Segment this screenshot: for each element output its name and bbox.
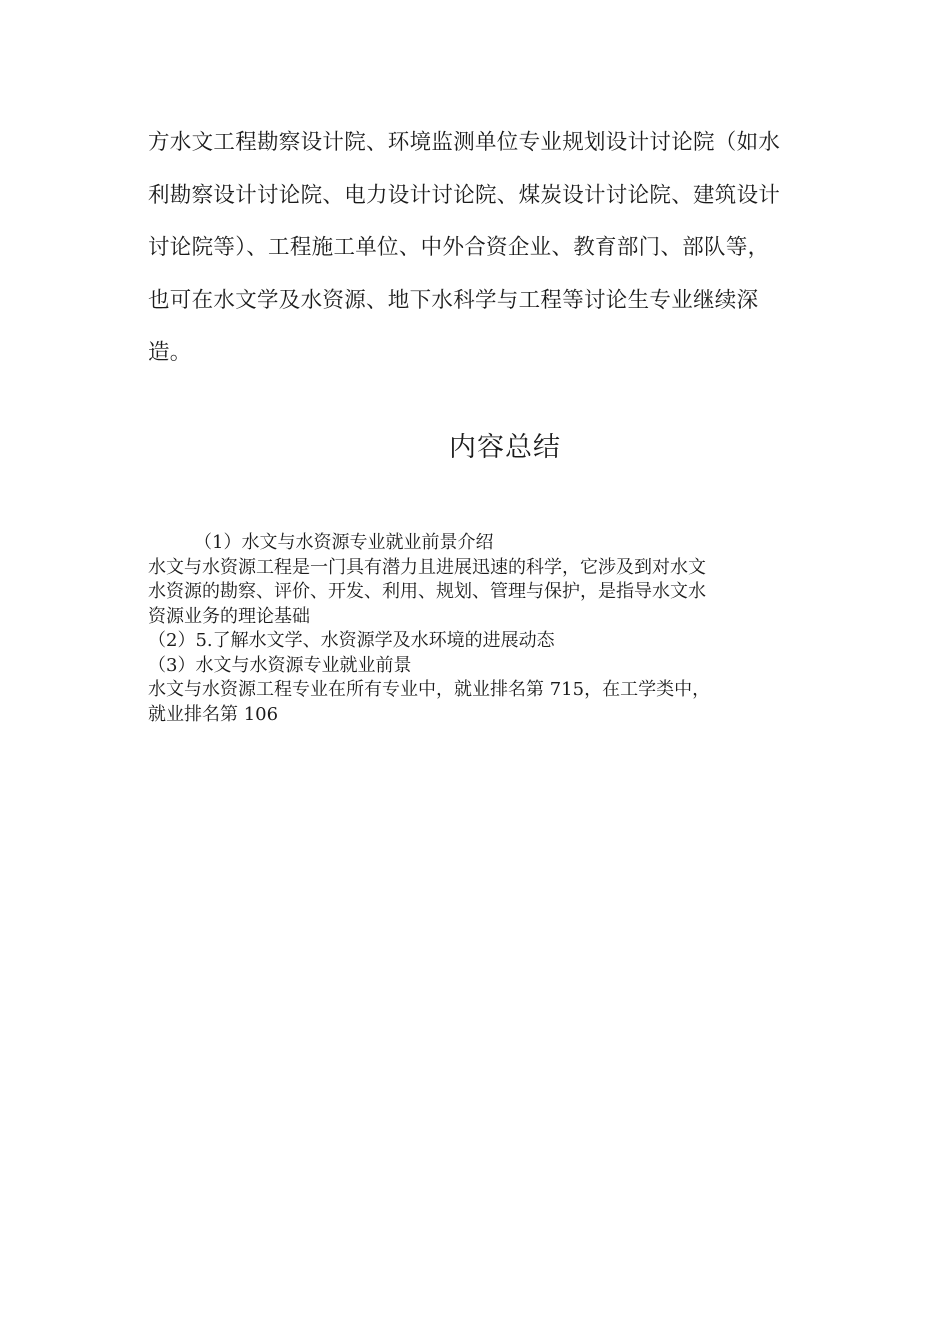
intro-line-3: 讨论院等）、工程施工单位、中外合资企业、教育部门、部队等， bbox=[148, 235, 770, 260]
intro-line-4: 也可在水文学及水资源、地下水科学与工程等讨论生专业继续深 bbox=[148, 287, 759, 313]
summary-item-2-title: （2）5.了解水文学、水资源学及水环境的进展动态 bbox=[148, 630, 555, 651]
summary-item-1-title: （1）水文与水资源专业就业前景介绍 bbox=[194, 532, 494, 553]
summary-heading: 内容总结 bbox=[449, 432, 561, 463]
summary-item-3-text-line-1: 水文与水资源工程专业在所有专业中，就业排名第 715，在工学类中， bbox=[148, 679, 711, 700]
intro-line-1: 方水文工程勘察设计院、环境监测单位专业规划设计讨论院（如水 bbox=[148, 130, 781, 155]
summary-item-1-text-line-1: 水文与水资源工程是一门具有潜力且进展迅速的科学，它涉及到对水文 bbox=[148, 556, 706, 578]
summary-item-1-text-line-3: 资源业务的理论基础 bbox=[148, 605, 310, 627]
intro-paragraph bbox=[148, 117, 808, 380]
summary-section bbox=[148, 531, 808, 727]
intro-line-2: 利勘察设计讨论院、电力设计讨论院、煤炭设计讨论院、建筑设计 bbox=[148, 182, 781, 208]
summary-item-3-title: （3）水文与水资源专业就业前景 bbox=[148, 654, 412, 676]
intro-line-5: 造。 bbox=[148, 340, 192, 365]
summary-item-3-text-line-2: 就业排名第 106 bbox=[148, 703, 279, 725]
summary-item-1-text-line-2: 水资源的勘察、评价、开发、利用、规划、管理与保护，是指导水文水 bbox=[148, 581, 706, 602]
